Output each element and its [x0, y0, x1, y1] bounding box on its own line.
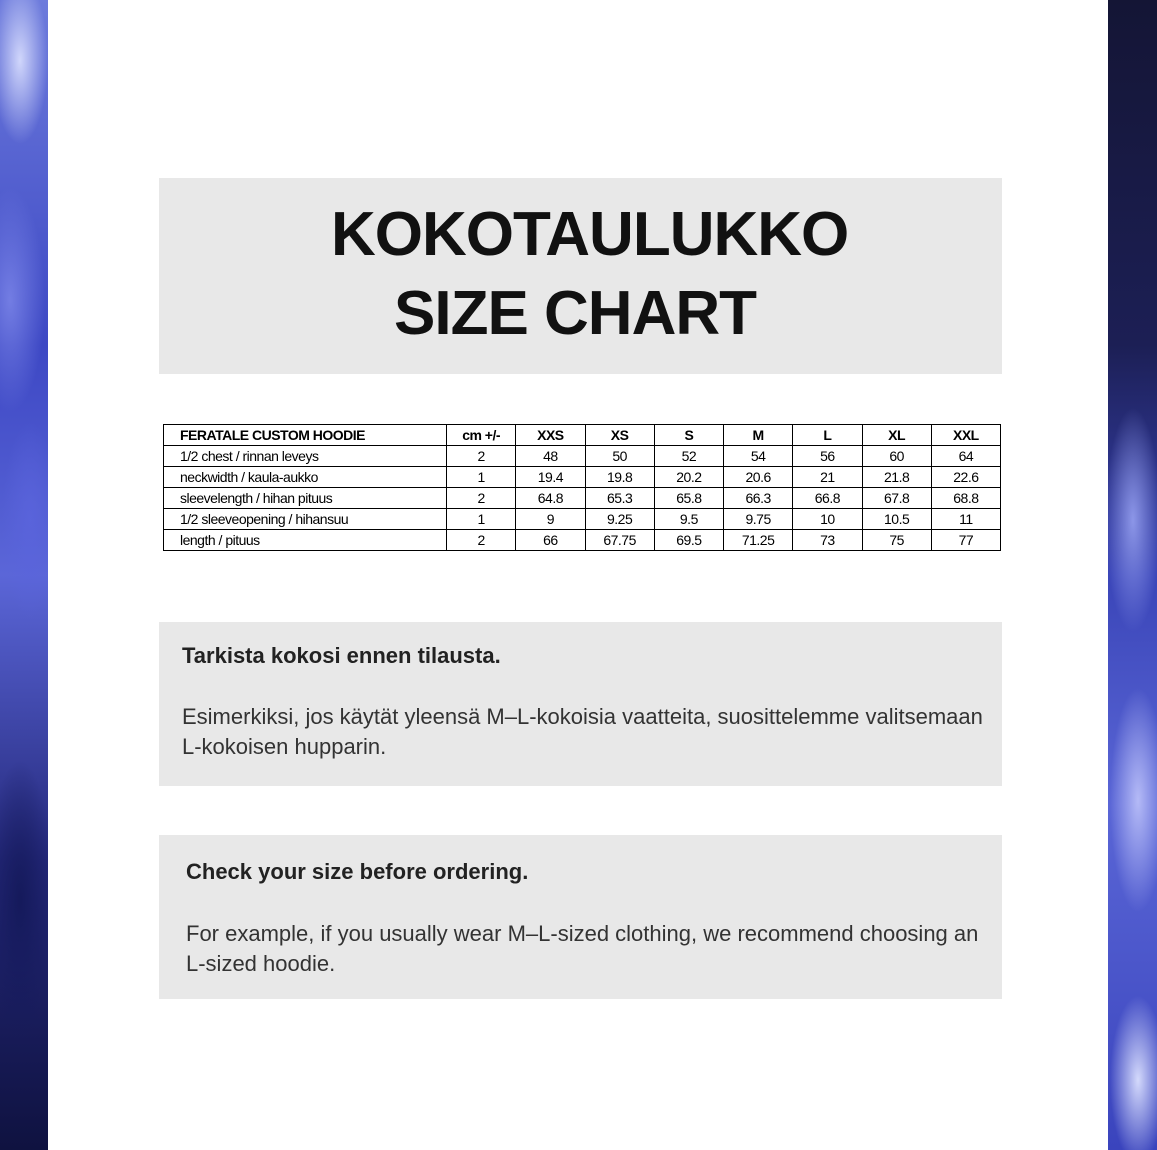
table-row [164, 509, 1001, 530]
size-cell: 64.8 [516, 488, 585, 509]
size-cell: 67.75 [585, 530, 654, 551]
measurement-label: length / pituus [164, 530, 447, 551]
size-cell: 66.8 [793, 488, 862, 509]
size-cell: 67.8 [862, 488, 931, 509]
size-cell: 75 [862, 530, 931, 551]
size-cell: 20.6 [724, 467, 793, 488]
table-header-row [164, 425, 1001, 446]
finnish-note-panel [159, 622, 1002, 786]
table-row [164, 446, 1001, 467]
tolerance-cell: 1 [447, 509, 516, 530]
size-table [163, 424, 1001, 551]
size-cell: 54 [724, 446, 793, 467]
size-cell: 65.8 [654, 488, 723, 509]
header-size-m: M [724, 425, 793, 446]
english-note-panel [159, 835, 1002, 999]
title-panel [159, 178, 1002, 374]
size-cell: 50 [585, 446, 654, 467]
header-size-s: S [654, 425, 723, 446]
size-cell: 10.5 [862, 509, 931, 530]
header-size-xxs: XXS [516, 425, 585, 446]
size-cell: 52 [654, 446, 723, 467]
size-cell: 9.5 [654, 509, 723, 530]
size-cell: 77 [931, 530, 1000, 551]
size-cell: 9 [516, 509, 585, 530]
header-size-xl: XL [862, 425, 931, 446]
size-cell: 19.8 [585, 467, 654, 488]
measurement-label: neckwidth / kaula-aukko [164, 467, 447, 488]
size-cell: 68.8 [931, 488, 1000, 509]
english-note-body: For example, if you usually wear M–L-sized clothing, we recommend choosing an L-sized hoodie. [186, 921, 979, 976]
size-cell: 19.4 [516, 467, 585, 488]
size-cell: 64 [931, 446, 1000, 467]
finnish-note-body: Esimerkiksi, jos käytät yleensä M–L-kokoisia vaatteita, suosittelemme valitsemaan L-kokoisen hupparin. [182, 704, 983, 759]
table-row [164, 467, 1001, 488]
size-cell: 73 [793, 530, 862, 551]
title-english: SIZE CHART [394, 279, 756, 348]
measurement-label: sleevelength / hihan pituus [164, 488, 447, 509]
finnish-note-heading: Tarkista kokosi ennen tilausta. [182, 643, 501, 668]
size-cell: 9.25 [585, 509, 654, 530]
table-row [164, 530, 1001, 551]
size-cell: 48 [516, 446, 585, 467]
size-cell: 20.2 [654, 467, 723, 488]
size-cell: 66.3 [724, 488, 793, 509]
size-cell: 21 [793, 467, 862, 488]
size-cell: 9.75 [724, 509, 793, 530]
size-cell: 66 [516, 530, 585, 551]
measurement-label: 1/2 chest / rinnan leveys [164, 446, 447, 467]
header-product: FERATALE CUSTOM HOODIE [164, 425, 447, 446]
right-decorative-strip [1108, 0, 1157, 1150]
size-cell: 11 [931, 509, 1000, 530]
header-size-l: L [793, 425, 862, 446]
left-decorative-strip [0, 0, 48, 1150]
size-cell: 60 [862, 446, 931, 467]
size-cell: 10 [793, 509, 862, 530]
tolerance-cell: 2 [447, 446, 516, 467]
tolerance-cell: 2 [447, 530, 516, 551]
tolerance-cell: 2 [447, 488, 516, 509]
size-cell: 69.5 [654, 530, 723, 551]
size-cell: 22.6 [931, 467, 1000, 488]
header-size-xs: XS [585, 425, 654, 446]
size-cell: 65.3 [585, 488, 654, 509]
tolerance-cell: 1 [447, 467, 516, 488]
measurement-label: 1/2 sleeveopening / hihansuu [164, 509, 447, 530]
size-cell: 21.8 [862, 467, 931, 488]
title-finnish: KOKOTAULUKKO [331, 200, 849, 269]
header-size-xxl: XXL [931, 425, 1000, 446]
size-cell: 71.25 [724, 530, 793, 551]
table-row [164, 488, 1001, 509]
header-tolerance: cm +/- [447, 425, 516, 446]
english-note-heading: Check your size before ordering. [186, 859, 529, 884]
size-cell: 56 [793, 446, 862, 467]
